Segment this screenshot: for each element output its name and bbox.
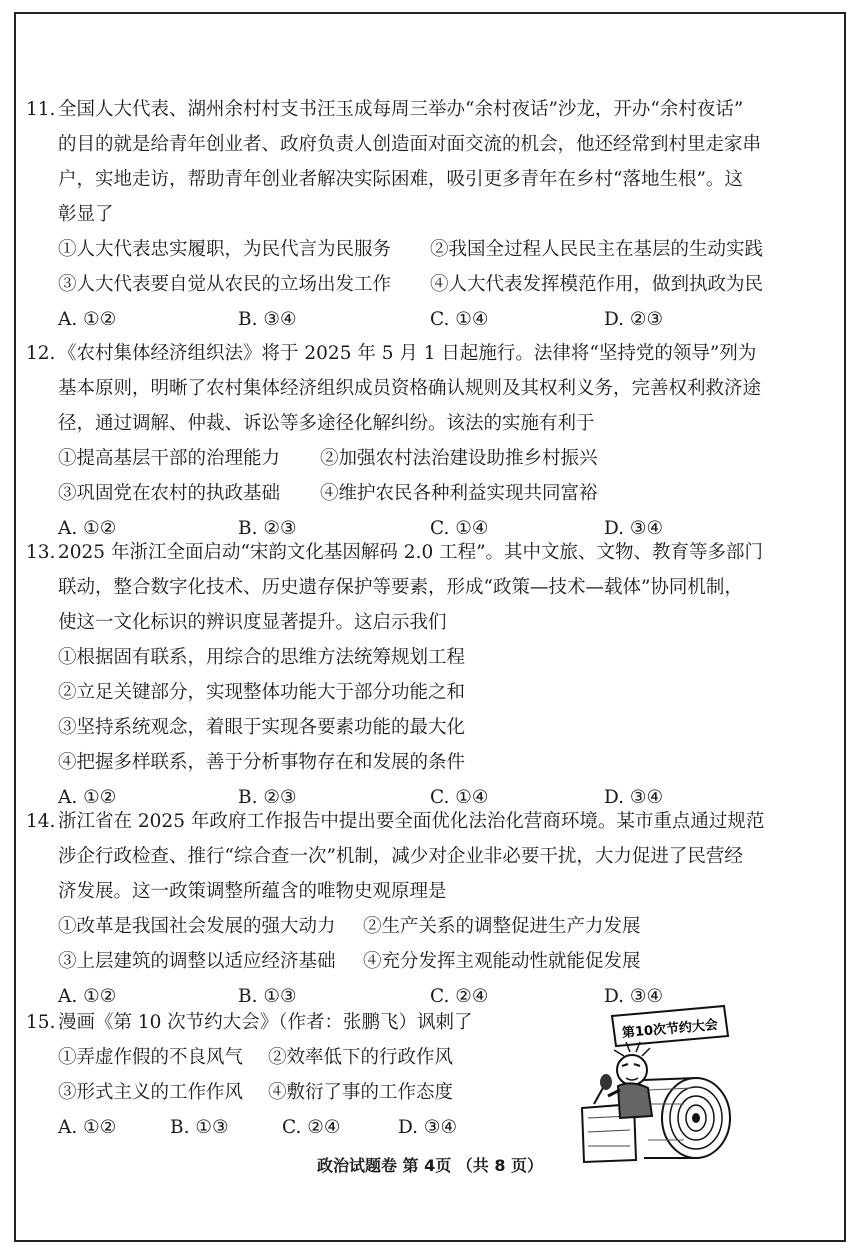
choice-d[interactable]: D. ②③ (604, 309, 664, 330)
statement-option: ④充分发挥主观能动性就能促发展 (363, 951, 641, 972)
statement-row (58, 1040, 558, 1075)
question-stem-line: 《农村集体经济组织法》将于 2025 年 5 月 1 日起施行。法律将“坚持党的领导”列为 (58, 343, 757, 364)
question-12 (26, 336, 798, 546)
question-number: 15. (26, 1012, 56, 1033)
choice-b[interactable]: B. ②③ (238, 787, 297, 808)
answer-choices (58, 302, 798, 337)
choice-c[interactable]: C. ①④ (430, 309, 489, 330)
statement-option: ④维护农民各种利益实现共同富裕 (320, 483, 598, 504)
statement-option: ②生产关系的调整促进生产力发展 (363, 916, 641, 937)
choice-b[interactable]: B. ①③ (170, 1117, 229, 1138)
question-stem-line: 浙江省在 2025 年政府工作报告中提出要全面优化法治化营商环境。某市重点通过规范 (58, 811, 765, 832)
question-stem-line: 的目的就是给青年创业者、政府负责人创造面对面交流的机会，他还经常到村里走家串 (58, 134, 762, 155)
question-number: 11. (26, 99, 56, 120)
statement-option: ③巩固党在农村的执政基础 (58, 483, 281, 504)
choice-d[interactable]: D. ③④ (398, 1117, 458, 1138)
choice-d[interactable]: D. ③④ (604, 787, 664, 808)
question-13 (26, 535, 798, 815)
statement-option: ②效率低下的行政作风 (268, 1047, 454, 1068)
question-stem-line: 联动，整合数字化技术、历史遗存保护等要素，形成“政策—技术—载体”协同机制， (58, 577, 743, 598)
statement-option: ③上层建筑的调整以适应经济基础 (58, 951, 336, 972)
question-number: 13. (26, 542, 56, 563)
choice-a[interactable]: A. ①② (58, 986, 117, 1007)
question-stem-line: 基本原则，明晰了农村集体经济组织成员资格确认规则及其权利义务，完善权利救济途 (58, 378, 762, 399)
statement-option: ①人大代表忠实履职，为民代言为民服务 (58, 239, 392, 260)
question-stem-line: 涉企行政检查、推行“综合查一次”机制，减少对企业非必要干扰，大力促进了民营经 (58, 846, 743, 867)
statement-option: ①提高基层干部的治理能力 (58, 448, 281, 469)
choice-d[interactable]: D. ③④ (604, 518, 664, 539)
choice-c[interactable]: C. ①④ (430, 518, 489, 539)
choice-a[interactable]: A. ①② (58, 787, 117, 808)
statement-option: ①弄虚作假的不良风气 (58, 1047, 244, 1068)
statement-option: ①根据固有联系，用综合的思维方法统筹规划工程 (58, 647, 466, 668)
choice-b[interactable]: B. ①③ (238, 986, 297, 1007)
question-number: 12. (26, 343, 56, 364)
statement-row (58, 267, 798, 302)
statement-option: ②我国全过程人民民主在基层的生动实践 (430, 239, 764, 260)
question-stem-line: 户，实地走访，帮助青年创业者解决实际困难，吸引更多青年在乡村“落地生根”。这 (58, 169, 743, 190)
statement-option: ④敷衍了事的工作态度 (268, 1082, 454, 1103)
choice-c[interactable]: C. ②④ (282, 1117, 341, 1138)
statement-option: ③人大代表要自觉从农民的立场出发工作 (58, 274, 392, 295)
statement-option: ②加强农村法治建设助推乡村振兴 (320, 448, 598, 469)
question-stem-line: 济发展。这一政策调整所蕴含的唯物史观原理是 (58, 881, 447, 902)
statement-row (58, 1075, 558, 1110)
statement-row (58, 944, 798, 979)
question-11 (26, 92, 798, 337)
question-14 (26, 804, 798, 1014)
cartoon-banner-text: 第10次节约大会 (621, 1017, 719, 1042)
choice-b[interactable]: B. ②③ (238, 518, 297, 539)
statement-option: ③坚持系统观念，着眼于实现各要素功能的最大化 (58, 717, 466, 738)
choice-b[interactable]: B. ③④ (238, 309, 297, 330)
choice-d[interactable]: D. ③④ (604, 986, 664, 1007)
statement-option: ①改革是我国社会发展的强大动力 (58, 916, 336, 937)
question-stem-line: 2025 年浙江全面启动“宋韵文化基因解码 2.0 工程”。其中文旅、文物、教育等多部门 (58, 542, 764, 563)
question-stem-line: 使这一文化标识的辨识度显著提升。这启示我们 (58, 612, 447, 633)
statement-option: ④人大代表发挥模范作用，做到执政为民 (430, 274, 764, 295)
question-stem-line: 径，通过调解、仲裁、诉讼等多途径化解纠纷。该法的实施有利于 (58, 413, 595, 434)
statement-row (58, 909, 798, 944)
cartoon-illustration (574, 1000, 734, 1168)
statement-option: ③形式主义的工作作风 (58, 1082, 244, 1103)
choice-c[interactable]: C. ①④ (430, 787, 489, 808)
statement-option: ②立足关键部分，实现整体功能大于部分功能之和 (58, 682, 466, 703)
statement-row (58, 476, 798, 511)
question-15 (26, 1005, 558, 1145)
question-stem-line: 彰显了 (58, 204, 114, 225)
cartoon-banner (612, 1006, 728, 1046)
question-number: 14. (26, 811, 56, 832)
choice-a[interactable]: A. ①② (58, 309, 117, 330)
statement-row (58, 232, 798, 267)
page-footer: 政治试题卷 第 4页 （共 8 页） (316, 1156, 544, 1175)
statement-option: ④把握多样联系，善于分析事物存在和发展的条件 (58, 752, 466, 773)
paper-roll (644, 1078, 730, 1158)
statement-row (58, 441, 798, 476)
choice-a[interactable]: A. ①② (58, 1117, 117, 1138)
question-stem-line: 全国人大代表、湖州余村村支书汪玉成每周三举办“余村夜话”沙龙，开办“余村夜话” (58, 99, 744, 120)
choice-a[interactable]: A. ①② (58, 518, 117, 539)
answer-choices (58, 1110, 558, 1145)
question-stem-line: 漫画《第 10 次节约大会》（作者：张鹏飞）讽刺了 (58, 1012, 473, 1033)
choice-c[interactable]: C. ②④ (430, 986, 489, 1007)
